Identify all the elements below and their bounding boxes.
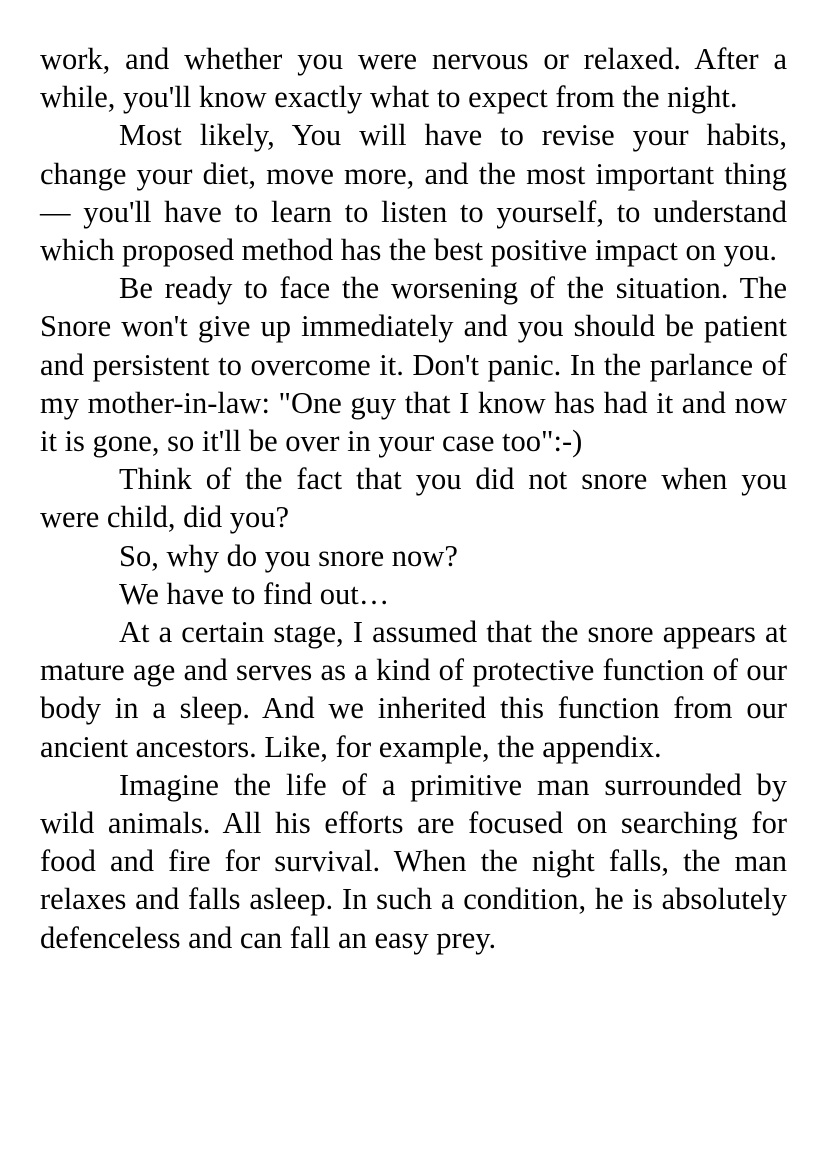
paragraph-worsening: Be ready to face the worsening of the situation. The Snore won't give up immediately and you should be patient and persistent to overcome it. Don't panic. In the parlance of my mother-in-law: "One guy that I know has had it and now it is gone, so it'll be over in your case too":-) [40,271,787,459]
paragraph-protective-function: At a certain stage, I assumed that the snore appears at mature age and serves as a kind of protective function of our body in a sleep. And we inherited this function from our ancient ancestors. Like, for example, the appendix. [40,615,787,764]
paragraph-find-out: We have to find out… [119,576,390,611]
paragraph-continuation: work, and whether you were nervous or relaxed. After a while, you'll know exactly what to expect from the night. [40,42,787,115]
paragraph-question: So, why do you snore now? [119,538,458,573]
paragraph-habits: Most likely, You will have to revise your habits, change your diet, move more, and the most important thing — you'll have to learn to listen to yourself, to understand which proposed method has the best positive impact on you. [40,118,787,268]
book-page [40,40,787,957]
paragraph-childhood: Think of the fact that you did not snore when you were child, did you? [40,462,787,535]
paragraph-primitive-man: Imagine the life of a primitive man surrounded by wild animals. All his efforts are focused on searching for food and fire for survival. When the night falls, the man relaxes and falls asleep. In such a condition, he is absolutely defenceless and can fall an easy prey. [40,767,787,955]
